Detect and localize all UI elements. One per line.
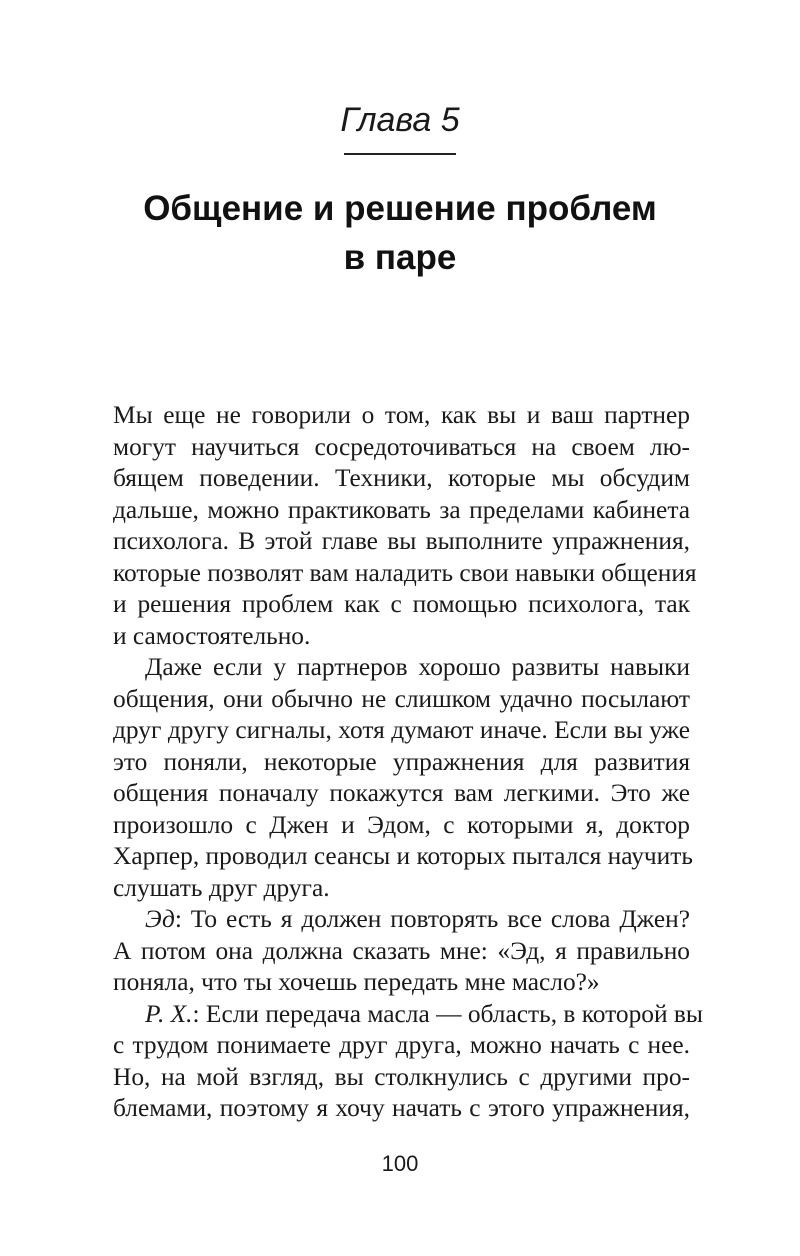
text-line: с трудом понимаете друг друга, можно начать с нее. xyxy=(113,1031,690,1059)
text-line: А потом она должна сказать мне: «Эд, я правильно xyxy=(113,936,690,965)
text-line: бящем поведении. Техники, которые мы обсудим xyxy=(113,464,690,492)
text-line: и решения проблем как с помощью психолога, так xyxy=(113,590,690,618)
text-line: Даже если у партнеров хорошо развиты навыки xyxy=(145,653,690,681)
text-line: Но, на мой взгляд, вы столкнулись с другими про- xyxy=(113,1062,690,1091)
text-line: слушать друг друга. xyxy=(113,873,330,902)
text-line: общения поначалу покажутся вам легкими. Это же xyxy=(113,779,690,807)
text-line: блемами, поэтому я хочу начать с этого упражнения, xyxy=(113,1094,690,1122)
dialogue-text: : То есть я должен повторять все слова Джен? xyxy=(174,905,690,933)
text-line: психолога. В этой главе вы выполните упражнения, xyxy=(113,527,690,555)
dialogue-line xyxy=(113,999,703,1031)
chapter-title-line: Общение и решение проблем xyxy=(143,189,657,228)
text-line: это поняли, некоторые упражнения для развития xyxy=(113,747,690,776)
text-line: могут научиться сосредоточиваться на своем лю- xyxy=(113,432,690,461)
chapter-label: Глава 5 xyxy=(340,101,460,139)
chapter-divider xyxy=(344,153,456,155)
text-line: произошло с Джен и Эдом, с которыми я, доктор xyxy=(113,810,690,839)
text-line: общения, они обычно не слишком удачно посылают xyxy=(113,684,690,713)
text-line: дальше, можно практиковать за пределами кабинета xyxy=(113,495,690,524)
chapter-title-line: в паре xyxy=(343,238,457,277)
body-text xyxy=(113,400,703,1125)
text-line: друг другу сигналы, хотя думают иначе. Если вы уже xyxy=(113,716,690,744)
dialogue-line xyxy=(113,904,690,936)
speaker-name: Р. Х. xyxy=(145,999,193,1028)
text-line: которые позволят вам наладить свои навыки общения xyxy=(113,558,697,587)
text-line: поняла, что ты хочешь передать мне масло?» xyxy=(113,968,600,996)
text-line: Мы еще не говорили о том, как вы и ваш партнер xyxy=(113,401,690,429)
text-line: Харпер, проводил сеансы и которых пытался научить xyxy=(113,842,693,870)
page-number: 100 xyxy=(381,1151,419,1176)
text-line: и самостоятельно. xyxy=(113,621,311,650)
dialogue-text: : Если передача масла — область, в которой вы xyxy=(192,999,703,1028)
chapter-title xyxy=(60,184,740,282)
speaker-name: Эд xyxy=(145,905,175,933)
